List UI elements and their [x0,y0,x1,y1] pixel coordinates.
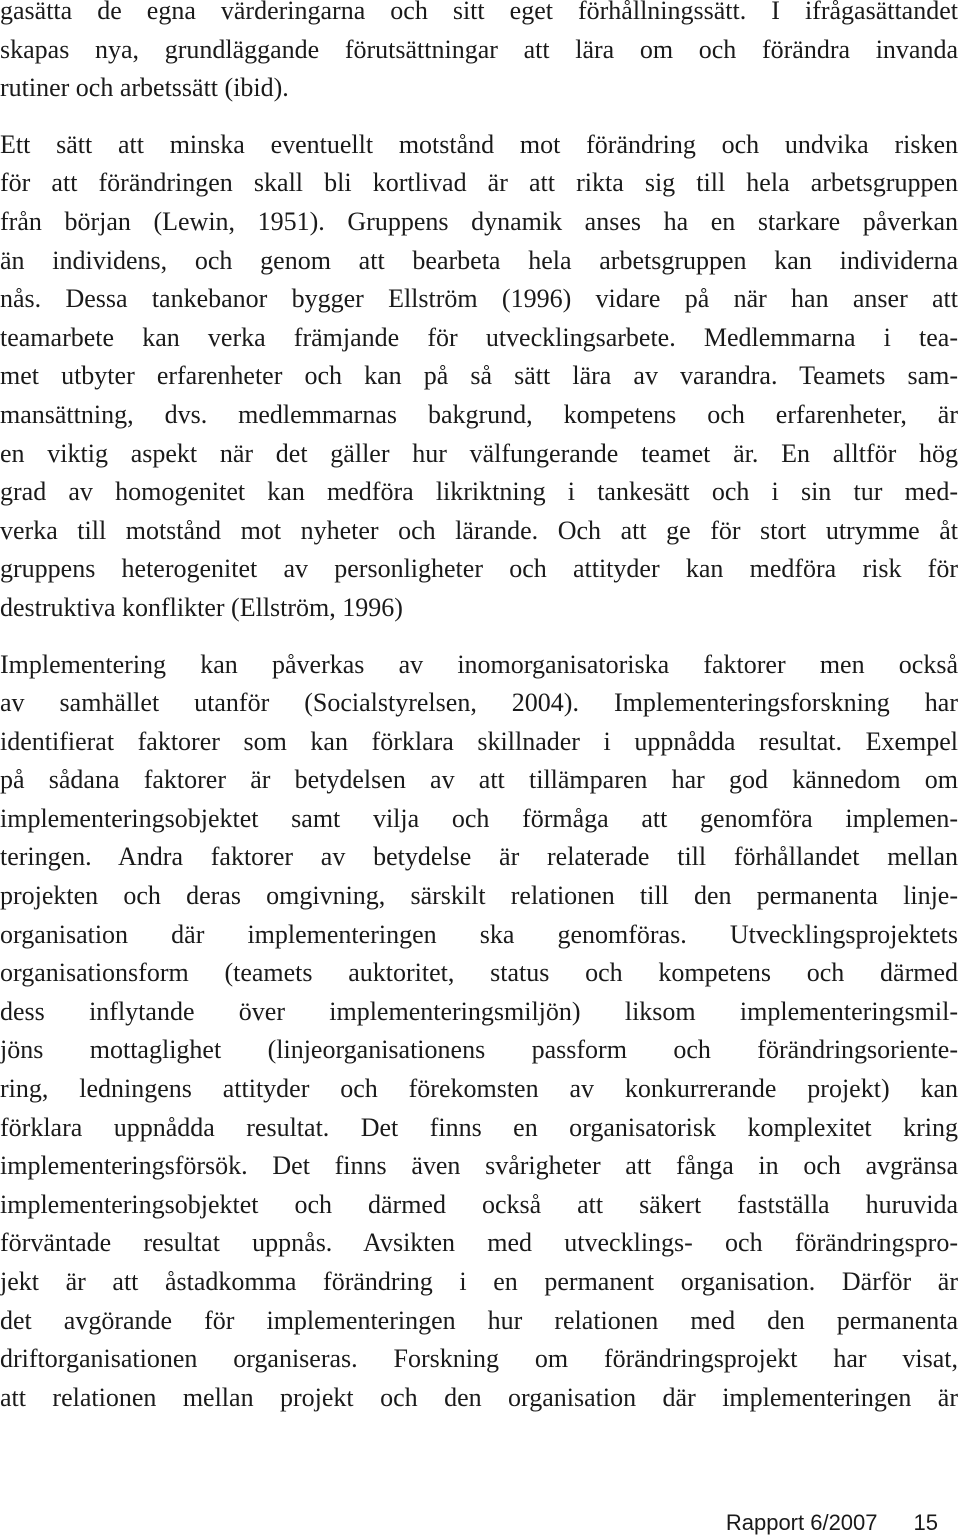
text-line: Ett sätt att minska eventuellt motstånd mot förändring och undvika risken [0,129,958,159]
text-line: av samhället utanför (Socialstyrelsen, 2004). Implementeringsforskning har [0,688,958,718]
text-line: teamarbete kan verka främjande för utvecklingsarbete. Medlemmarna i tea- [0,322,958,352]
text-line: gruppens heterogenitet av personligheter och attityder kan medföra risk för [0,554,958,584]
paragraph-1 [0,0,958,108]
text-line: förväntade resultat uppnås. Avsikten med utvecklings- och förändringspro- [0,1228,958,1258]
paragraph-2 [0,126,958,628]
text-line: driftorganisationen organiseras. Forskning om förändringsprojekt har visat, [0,1344,958,1374]
text-line: än individens, och genom att bearbeta hela arbetsgruppen kan individerna [0,245,958,275]
text-line: nås. Dessa tankebanor bygger Ellström (1996) vidare på när han anser att [0,284,958,314]
text-line: det avgörande för implementeringen hur relationen med den permanenta [0,1305,958,1335]
text-line: organisation där implementeringen ska genomföras. Utvecklingsprojektets [0,919,958,949]
text-line: met utbyter erfarenheter och kan på så sätt lära av varandra. Teamets sam- [0,361,958,391]
text-line: en viktig aspekt när det gäller hur välfungerande teamet är. En alltför hög [0,438,958,468]
text-line: skapas nya, grundläggande förutsättningar att lära om och förändra invanda [0,34,958,64]
text-line: Implementering kan påverkas av inomorganisatoriska faktorer men också [0,649,958,679]
text-line: projekten och deras omgivning, särskilt relationen till den permanenta linje- [0,881,958,911]
text-line: jöns mottaglighet (linjeorganisationens passform och förändringsoriente- [0,1035,958,1065]
report-label: Rapport 6/2007 [725,1510,878,1535]
text-line: teringen. Andra faktorer av betydelse är relaterade till förhållandet mellan [0,842,958,872]
text-line: grad av homogenitet kan medföra likriktning i tankesätt och i sin tur med- [0,477,958,507]
text-line: rutiner och arbetssätt (ibid). [0,73,289,103]
paragraph-3 [0,646,958,1418]
text-line: gasätta de egna värderingarna och sitt eget förhållningssätt. I ifrågasättandet [0,0,958,25]
text-line: destruktiva konflikter (Ellström, 1996) [0,592,403,622]
text-line: från början (Lewin, 1951). Gruppens dynamik anses ha en starkare påverkan [0,206,958,236]
text-line: organisationsform (teamets auktoritet, status och kompetens och därmed [0,958,958,988]
text-line: implementeringsförsök. Det finns även svårigheter att fånga in och avgränsa [0,1151,958,1181]
text-line: ring, ledningens attityder och förekomsten av konkurrerande projekt) kan [0,1074,958,1104]
text-line: på sådana faktorer är betydelsen av att tillämparen har god kännedom om [0,765,958,795]
text-line: för att förändringen skall bli kortlivad är att rikta sig till hela arbetsgruppen [0,168,958,198]
text-line: mansättning, dvs. medlemmarnas bakgrund, kompetens och erfarenheter, är [0,399,958,429]
text-line: implementeringsobjektet samt vilja och förmåga att genomföra implemen- [0,803,958,833]
page-footer [726,1509,938,1537]
text-line: jekt är att åstadkomma förändring i en permanent organisation. Därför är [0,1267,958,1296]
text-line: dess inflytande över implementeringsmiljön) liksom implementeringsmil- [0,996,958,1026]
text-line: implementeringsobjektet och därmed också att säkert fastställa huruvida [0,1189,958,1219]
page-number: 15 [913,1510,938,1535]
text-line: förklara uppnådda resultat. Det finns en organisatorisk komplexitet kring [0,1112,958,1142]
text-line: att relationen mellan projekt och den organisation där implementeringen är [0,1382,958,1412]
text-line: identifierat faktorer som kan förklara skillnader i uppnådda resultat. Exempel [0,726,958,756]
text-line: verka till motstånd mot nyheter och lärande. Och att ge för stort utrymme åt [0,515,958,545]
